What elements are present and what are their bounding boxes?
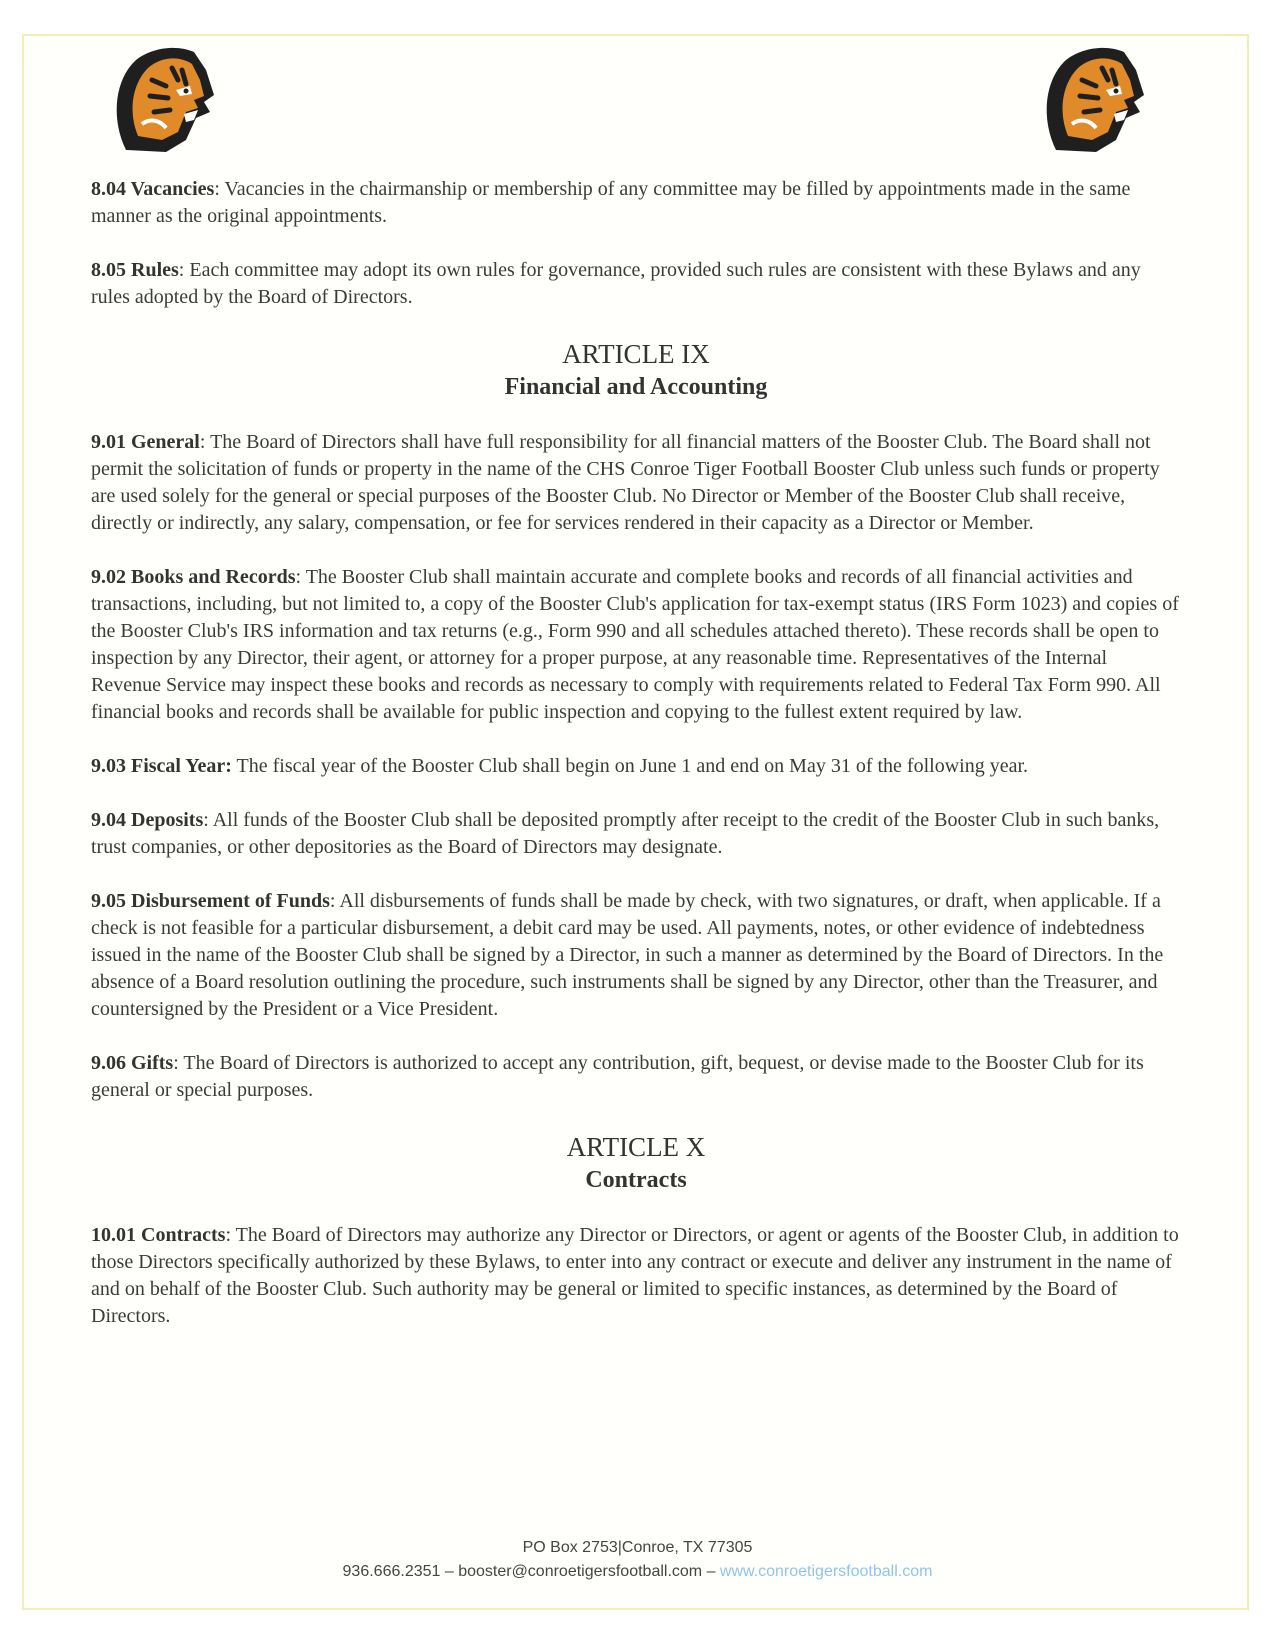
section-text: The fiscal year of the Booster Club shall begin on June 1 and end on May 31 of the following year.	[236, 755, 1029, 777]
article-number: ARTICLE IX	[562, 339, 710, 369]
section-label: 9.06 Gifts	[91, 1052, 174, 1074]
section-text: Vacancies in the chairmanship or membership of any committee may be filled by appointments made in the same manner as the original appointments.	[91, 178, 1131, 227]
section-label: 8.04 Vacancies	[91, 178, 215, 200]
section-text: The Board of Directors shall have full responsibility for all financial matters of the Booster Club. The Board shall not permit the solicitation of funds or property in the name of the CHS Conroe Tiger Football Booster Club unless such funds or property are used solely for the general or special purposes of the Booster Club. No Director or Member of the Booster Club shall receive, directly or indirectly, any salary, compensation, or fee for services rendered in their capacity as a Director or Member.	[91, 431, 1160, 534]
section-9-02: 9.02 Books and Records: The Booster Club shall maintain accurate and complete books and records of all financial activities and transactions, including, but not limited to, a copy of the Booster Club's application for tax-exempt status (IRS Form 1023) and copies of the Booster Club's IRS information and tax returns (e.g., Form 990 and all schedules attached thereto). These records shall be open to inspection by any Director, their agent, or attorney for a proper purpose, at any reasonable time. Representatives of the Internal Revenue Service may inspect these books and records as necessary to comply with requirements related to Federal Tax Form 990. All financial books and records shall be available for public inspection and copying to the fullest extent required by law.	[91, 566, 1179, 723]
section-label: 9.01 General	[91, 431, 200, 453]
section-8-05: 8.05 Rules: Each committee may adopt its own rules for governance, provided such rules are consistent with these Bylaws and any rules adopted by the Board of Directors.	[91, 259, 1141, 308]
article-x-heading	[91, 1131, 1181, 1196]
section-label: 10.01 Contracts	[91, 1224, 226, 1246]
section-label: 9.03 Fiscal Year:	[91, 755, 232, 777]
section-label: 9.05 Disbursement of Funds	[91, 890, 330, 912]
section-10-01: 10.01 Contracts: The Board of Directors may authorize any Director or Directors, or agent or agents of the Booster Club, in addition to those Directors specifically authorized by these Bylaws, to enter into any contract or execute and deliver any instrument in the name of and on behalf of the Booster Club. Such authority may be general or limited to specific instances, as determined by the Board of Directors.	[91, 1224, 1179, 1327]
article-title: Contracts	[585, 1167, 687, 1193]
section-text: All funds of the Booster Club shall be deposited promptly after receipt to the credit of the Booster Club in such banks, trust companies, or other depositories as the Board of Directors may designate.	[91, 809, 1160, 858]
section-9-04: 9.04 Deposits: All funds of the Booster Club shall be deposited promptly after receipt to the credit of the Booster Club in such banks, trust companies, or other depositories as the Board of Directors may designate.	[91, 809, 1160, 858]
section-9-03	[91, 753, 1181, 780]
section-label: 9.02 Books and Records	[91, 566, 296, 588]
bylaws-content	[91, 176, 1181, 1357]
section-9-06: 9.06 Gifts: The Board of Directors is authorized to accept any contribution, gift, bequest, or devise made to the Booster Club for its general or special purposes.	[91, 1052, 1144, 1101]
footer-website-link[interactable]: www.conroetigersfootball.com	[719, 1563, 933, 1580]
tiger-logo-right	[1036, 40, 1151, 160]
tiger-logo-left	[106, 40, 221, 160]
footer-address: PO Box 2753|Conroe, TX 77305	[522, 1539, 753, 1556]
section-9-05: 9.05 Disbursement of Funds: All disbursements of funds shall be made by check, with two signatures, or draft, when applicable. If a check is not feasible for a particular disbursement, a debit card may be used. All payments, notes, or other evidence of indebtedness issued in the name of the Booster Club shall be signed by a Director, in such a manner as determined by the Board of Directors. In the absence of a Board resolution outlining the procedure, such instruments shall be signed by any Director, other than the Treasurer, and countersigned by the President or a Vice President.	[91, 890, 1164, 1020]
page-footer	[0, 1536, 1275, 1584]
section-text: The Booster Club shall maintain accurate and complete books and records of all financial activities and transactions, including, but not limited to, a copy of the Booster Club's application for tax-exempt status (IRS Form 1023) and copies of the Booster Club's IRS information and tax returns (e.g., Form 990 and all schedules attached thereto). These records shall be open to inspection by any Director, their agent, or attorney for a proper purpose, at any reasonable time. Representatives of the Internal Revenue Service may inspect these books and records as necessary to comply with requirements related to Federal Tax Form 990. All financial books and records shall be available for public inspection and copying to the fullest extent required by law.	[91, 566, 1179, 723]
article-number: ARTICLE X	[566, 1132, 706, 1162]
section-label: 8.05 Rules	[91, 259, 179, 281]
section-text: Each committee may adopt its own rules for governance, provided such rules are consistent with these Bylaws and any rules adopted by the Board of Directors.	[91, 259, 1141, 308]
footer-contact: 936.666.2351 – booster@conroetigersfootball.com –	[342, 1563, 720, 1580]
footer-contact-line	[0, 1560, 1275, 1584]
article-title: Financial and Accounting	[504, 374, 768, 400]
section-9-01: 9.01 General: The Board of Directors shall have full responsibility for all financial matters of the Booster Club. The Board shall not permit the solicitation of funds or property in the name of the CHS Conroe Tiger Football Booster Club unless such funds or property are used solely for the general or special purposes of the Booster Club. No Director or Member of the Booster Club shall receive, directly or indirectly, any salary, compensation, or fee for services rendered in their capacity as a Director or Member.	[91, 431, 1160, 534]
section-text: The Board of Directors is authorized to accept any contribution, gift, bequest, or devise made to the Booster Club for its general or special purposes.	[91, 1052, 1144, 1101]
section-text: All disbursements of funds shall be made by check, with two signatures, or draft, when applicable. If a check is not feasible for a particular disbursement, a debit card may be used. All payments, notes, or other evidence of indebtedness issued in the name of the Booster Club shall be signed by a Director, in such a manner as determined by the Board of Directors. In the absence of a Board resolution outlining the procedure, such instruments shall be signed by any Director, other than the Treasurer, and countersigned by the President or a Vice President.	[91, 890, 1164, 1020]
section-8-04: 8.04 Vacancies: Vacancies in the chairmanship or membership of any committee may be filled by appointments made in the same manner as the original appointments.	[91, 178, 1131, 227]
section-text: The Board of Directors may authorize any Director or Directors, or agent or agents of the Booster Club, in addition to those Directors specifically authorized by these Bylaws, to enter into any contract or execute and deliver any instrument in the name of and on behalf of the Booster Club. Such authority may be general or limited to specific instances, as determined by the Board of Directors.	[91, 1224, 1179, 1327]
section-label: 9.04 Deposits	[91, 809, 204, 831]
article-ix-heading	[91, 338, 1181, 403]
